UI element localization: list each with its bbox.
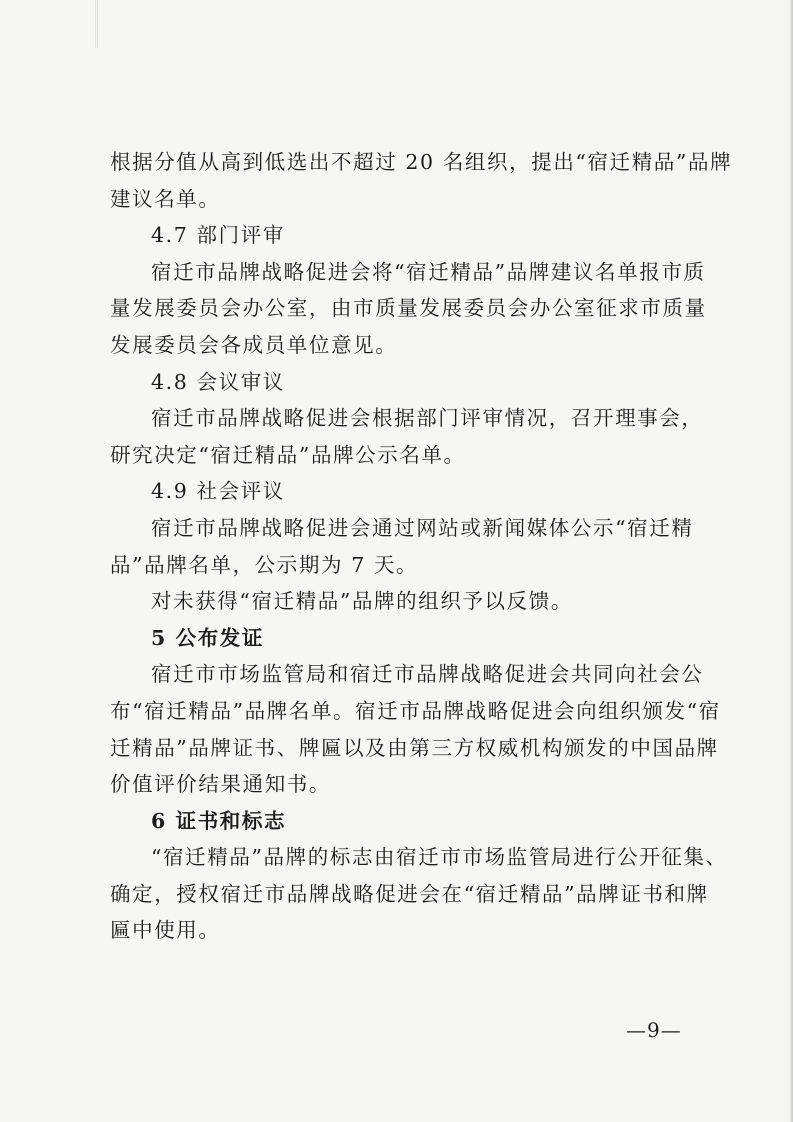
section-heading-6: 6 证书和标志 bbox=[151, 808, 287, 833]
text-line: 匾中使用。 bbox=[110, 918, 221, 943]
text-line: 量发展委员会办公室，由市质量发展委员会办公室征求市质量 bbox=[110, 296, 707, 321]
page-number: —9— bbox=[626, 1018, 682, 1042]
text-line: 宿迁市品牌战略促进会根据部门评审情况，召开理事会， bbox=[151, 406, 704, 431]
section-heading-4-7: 4.7 部门评审 bbox=[151, 223, 285, 248]
text-line: 品”品牌名单，公示期为 7 天。 bbox=[110, 552, 419, 577]
text-line: 研究决定“宿迁精品”品牌公示名单。 bbox=[110, 442, 466, 467]
text-line: 布“宿迁精品”品牌名单。宿迁市品牌战略促进会向组织颁发“宿 bbox=[110, 698, 721, 723]
section-heading-4-9: 4.9 社会评议 bbox=[151, 479, 285, 504]
section-heading-4-8: 4.8 会议审议 bbox=[151, 369, 285, 394]
text-line: 宿迁市品牌战略促进会将“宿迁精品”品牌建议名单报市质 bbox=[151, 259, 706, 284]
text-line: 建议名单。 bbox=[110, 186, 221, 211]
text-line: 确定，授权宿迁市品牌战略促进会在“宿迁精品”品牌证书和牌 bbox=[110, 881, 709, 906]
text-line: 宿迁市市场监管局和宿迁市品牌战略促进会共同向社会公 bbox=[151, 662, 704, 687]
page-edge-shadow bbox=[789, 0, 793, 1122]
text-line: 根据分值从高到低选出不超过 20 名组织，提出“宿迁精品”品牌 bbox=[110, 150, 733, 174]
text-line: 价值评价结果通知书。 bbox=[110, 772, 331, 797]
text-line: “宿迁精品”品牌的标志由宿迁市市场监管局进行公开征集、 bbox=[151, 845, 728, 870]
body-text bbox=[110, 144, 733, 949]
paper-fold-mark bbox=[95, 0, 98, 48]
text-line: 宿迁市品牌战略促进会通过网站或新闻媒体公示“宿迁精 bbox=[151, 515, 694, 540]
text-line: 发展委员会各成员单位意见。 bbox=[110, 332, 398, 357]
text-line: 迁精品”品牌证书、牌匾以及由第三方权威机构颁发的中国品牌 bbox=[110, 735, 719, 760]
text-line: 对未获得“宿迁精品”品牌的组织予以反馈。 bbox=[151, 589, 573, 614]
section-heading-5: 5 公布发证 bbox=[151, 625, 265, 650]
